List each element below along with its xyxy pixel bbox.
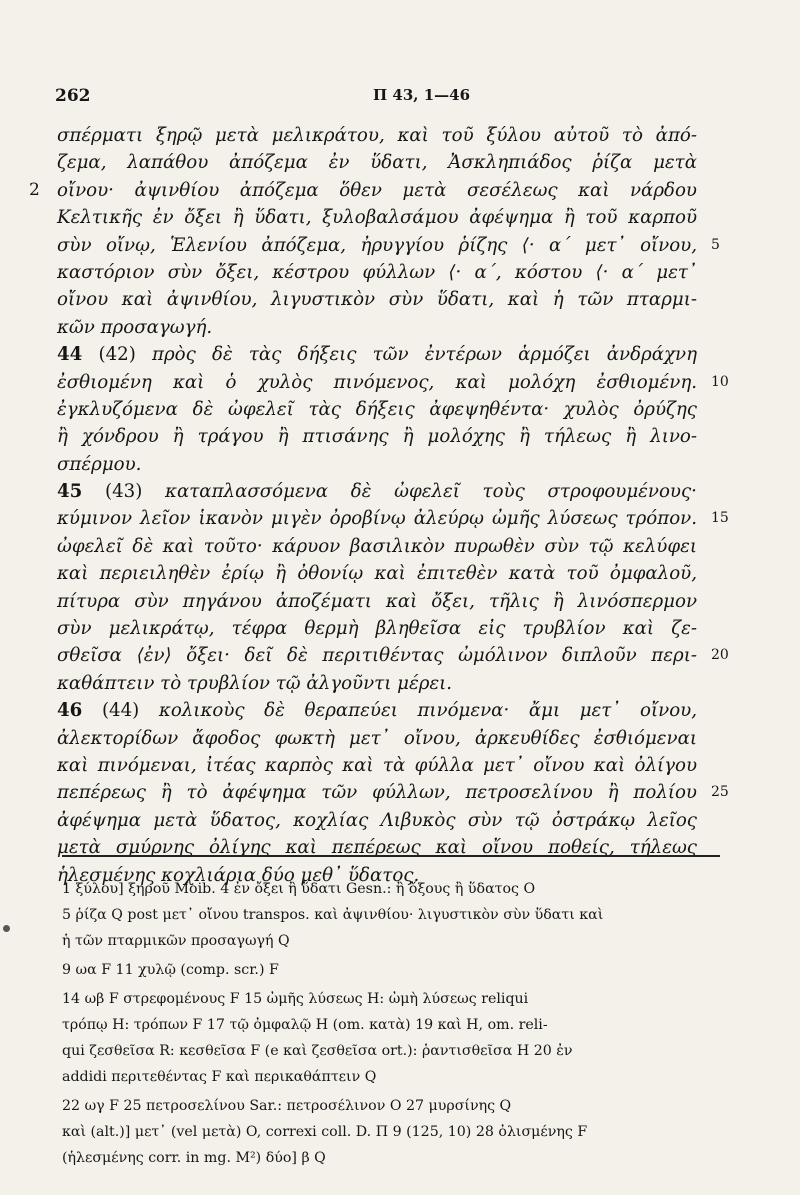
- apparatus-line: [62, 876, 722, 902]
- text-line: [57, 396, 697, 423]
- critical-apparatus: [62, 876, 722, 1171]
- line-text: κολικοὺς δὲ θεραπεύει πινόμενα· ἄμι μετ᾽ οἴνου,: [158, 700, 697, 722]
- line-text: μετὰ σμύρνης ὀλίγης καὶ πεπέρεως καὶ οἴνου ποθείς, τήλεως: [57, 837, 697, 859]
- line-number: 20: [711, 647, 729, 664]
- line-text: ἡλεσμένης κοχλιάρια δύο μεθ᾽ ὕδατος.: [57, 864, 420, 886]
- line-text: πίτυρα σὺν πηγάνου ἀποζέματι καὶ ὄξει, τῆλις ἢ λινόσπερμον: [57, 590, 697, 612]
- line-text: σπέρματι ξηρῷ μετὰ μελικράτου, καὶ τοῦ ξύλου αὐτοῦ τὸ ἀπό-: [57, 125, 697, 146]
- apparatus-line: [62, 928, 722, 954]
- section-number: 45: [57, 481, 83, 503]
- section-reference: Π 43, 1—46: [373, 86, 471, 104]
- text-line: [57, 752, 697, 779]
- text-line: [57, 615, 697, 642]
- line-text: καὶ περιειληθὲν ἐρίῳ ἢ ὀθονίῳ καὶ ἐπιτεθὲν κατὰ τοῦ ὀμφαλοῦ,: [57, 563, 697, 585]
- apparatus-text: qui ζεσθεῖσα R: κεσθεῖσα F (e καὶ ζεσθεῖσα ort.): ῥαντισθεῖσα H 20 ἐν: [62, 1043, 573, 1059]
- apparatus-line: [62, 1038, 722, 1064]
- line-text: οἴνου· ἀψινθίου ἀπόζεμα ὅθεν μετὰ σεσέλεως καὶ νάρδου: [57, 179, 697, 201]
- text-line: [57, 149, 697, 176]
- apparatus-line: [62, 1145, 722, 1171]
- main-text: [29, 122, 729, 889]
- line-number: 15: [711, 510, 729, 527]
- alt-section-number: (43): [105, 481, 143, 503]
- text-line: [57, 670, 697, 697]
- line-text: ἐσθιομένη καὶ ὁ χυλὸς πινόμενος, καὶ μολόχη ἐσθιομένη.: [57, 371, 697, 393]
- alt-section-number: (42): [98, 344, 136, 366]
- text-line: [57, 588, 697, 615]
- line-text: καταπλασσόμενα δὲ ὠφελεῖ τοὺς στροφουμένους·: [165, 481, 697, 503]
- text-line: [57, 423, 697, 450]
- line-text: πρὸς δὲ τὰς δήξεις τῶν ἐντέρων ἁρμόζει ἀνδράχνη: [152, 344, 697, 366]
- line-text: σθεῖσα ⟨ἐν⟩ ὄξει· δεῖ δὲ περιτιθέντας ὠμόλινον διπλοῦν περι-: [57, 645, 697, 667]
- line-text: ζεμα, λαπάθου ἀπόζεμα ἐν ὕδατι, Ἀσκληπιάδος ῥίζα μετὰ: [57, 152, 697, 174]
- apparatus-line: [62, 1064, 722, 1090]
- line-text: καστόριον σὺν ὄξει, κέστρου φύλλων ⟨· α´, κόστου ⟨· α´ μετ᾽: [57, 261, 697, 283]
- apparatus-line: [62, 902, 722, 928]
- text-line: [57, 341, 697, 368]
- apparatus-text: ἡ τῶν πταρμικῶν προσαγωγή Q: [62, 933, 290, 949]
- apparatus-text: τρόπῳ H: τρόπων F 17 τῷ ὀμφαλῷ H (om. κατὰ) 19 καὶ H, om. reli-: [62, 1017, 548, 1033]
- line-text: σπέρμου.: [57, 453, 142, 475]
- text-line: [57, 478, 697, 505]
- line-text: καὶ πινόμεναι, ἰτέας καρπὸς καὶ τὰ φύλλα μετ᾽ οἴνου καὶ ὀλίγου: [57, 754, 697, 776]
- line-number: 5: [711, 236, 720, 253]
- section-number: 44: [57, 344, 83, 366]
- line-text: σὺν οἴνῳ, Ἑλενίου ἀπόζεμα, ἠρυγγίου ῥίζης ⟨· α´ μετ᾽ οἴνου,: [57, 234, 697, 256]
- apparatus-line: [62, 957, 722, 983]
- apparatus-text: (ἡλεσμένης corr. in mg. M²) δύο] β Q: [62, 1150, 326, 1166]
- text-line: [57, 642, 729, 669]
- line-text: ἢ χόνδρου ἢ τράγου ἢ πτισάνης ἢ μολόχης ἢ τήλεως ἢ λινο-: [57, 426, 697, 448]
- text-line: [57, 369, 729, 396]
- apparatus-text: 14 ωβ F στρεφομένους F 15 ὠμῆς λύσεως H: ὠμὴ λύσεως reliqui: [62, 991, 529, 1007]
- line-text: Κελτικῆς ἐν ὄξει ἢ ὕδατι, ξυλοβαλσάμου ἀφέψημα ἢ τοῦ καρποῦ: [57, 207, 697, 229]
- line-text: ἀλεκτορίδων ἄφοδος φωκτὴ μετ᾽ οἴνου, ἀρκευθίδες ἐσθιόμεναι: [57, 727, 697, 749]
- line-text: ἀφέψημα μετὰ ὕδατος, κοχλίας Λιβυκὸς σὺν τῷ ὀστράκῳ λεῖος: [57, 809, 697, 831]
- text-line: [57, 286, 697, 313]
- line-text: κύμινον λεῖον ἱκανὸν μιγὲν ὀροβίνῳ ἀλεύρῳ ὠμῆς λύσεως τρόπον.: [57, 508, 697, 530]
- line-text: κῶν προσαγωγή.: [57, 316, 213, 338]
- text-line: [57, 232, 720, 259]
- apparatus-text: 9 ωα F 11 χυλῷ (comp. scr.) F: [62, 962, 279, 978]
- text-line: [57, 122, 697, 149]
- apparatus-line: [62, 1119, 722, 1145]
- text-line: [57, 451, 697, 478]
- apparatus-text: 1 ξύλου] ξηροῦ Moib. 4 ἐν ὄξει ἢ ὕδατι Gesn.: ἢ ὄξους ἢ ὕδατος O: [62, 881, 536, 897]
- line-number: 25: [711, 784, 729, 801]
- line-text: πεπέρεως ἢ τὸ ἀφέψημα τῶν φύλλων, πετροσελίνου ἢ πολίου: [57, 782, 697, 804]
- text-line: [57, 204, 697, 231]
- text-line: [57, 259, 697, 286]
- line-text: ὠφελεῖ δὲ καὶ τοῦτο· κάρυον βασιλικὸν πυρωθὲν σὺν τῷ κελύφει: [57, 535, 697, 557]
- text-line: [57, 725, 697, 752]
- text-line: [57, 807, 697, 834]
- section-number: 46: [57, 700, 83, 722]
- text-line: [57, 779, 729, 806]
- page-number: 262: [55, 86, 91, 106]
- apparatus-line: [62, 1012, 722, 1038]
- apparatus-text: addidi περιτεθέντας F καὶ περικαθάπτειν Q: [62, 1069, 377, 1085]
- text-line: [57, 533, 697, 560]
- margin-number-left: 2: [29, 179, 40, 200]
- text-line: [57, 505, 729, 532]
- line-text: σὺν μελικράτῳ, τέφρα θερμὴ βληθεῖσα εἰς τρυβλίον καὶ ζε-: [57, 618, 697, 640]
- running-header: [55, 86, 715, 110]
- text-line: [57, 314, 697, 341]
- apparatus-text: καὶ (alt.)] μετ᾽ (vel μετὰ) O, correxi coll. D. Π 9 (125, 10) 28 ὀλισμένης F: [62, 1124, 588, 1140]
- text-line: [57, 697, 697, 724]
- apparatus-text: 22 ωγ F 25 πετροσελίνου Sar.: πετροσέλινον O 27 μυρσίνης Q: [62, 1098, 512, 1114]
- text-line: [57, 560, 697, 587]
- apparatus-line: [62, 986, 722, 1012]
- alt-section-number: (44): [101, 700, 140, 722]
- line-text: οἴνου καὶ ἀψινθίου, λιγυστικὸν σὺν ὕδατι, καὶ ἡ τῶν πταρμι-: [57, 289, 697, 311]
- ink-spot: [3, 925, 10, 932]
- text-line: [29, 177, 697, 204]
- apparatus-line: [62, 1093, 722, 1119]
- line-text: καθάπτειν τὸ τρυβλίον τῷ ἀλγοῦντι μέρει.: [57, 672, 453, 694]
- line-number: 10: [711, 373, 729, 390]
- line-text: ἐγκλυζόμενα δὲ ὠφελεῖ τὰς δήξεις ἀφεψηθέντα· χυλὸς ὀρύζης: [57, 398, 697, 420]
- apparatus-text: 5 ῥίζα Q post μετ᾽ οἴνου transpos. καὶ ἀψινθίου· λιγυστικὸν σὺν ὕδατι καὶ: [62, 907, 604, 923]
- text-line: [57, 834, 697, 861]
- footnote-rule: [62, 855, 720, 857]
